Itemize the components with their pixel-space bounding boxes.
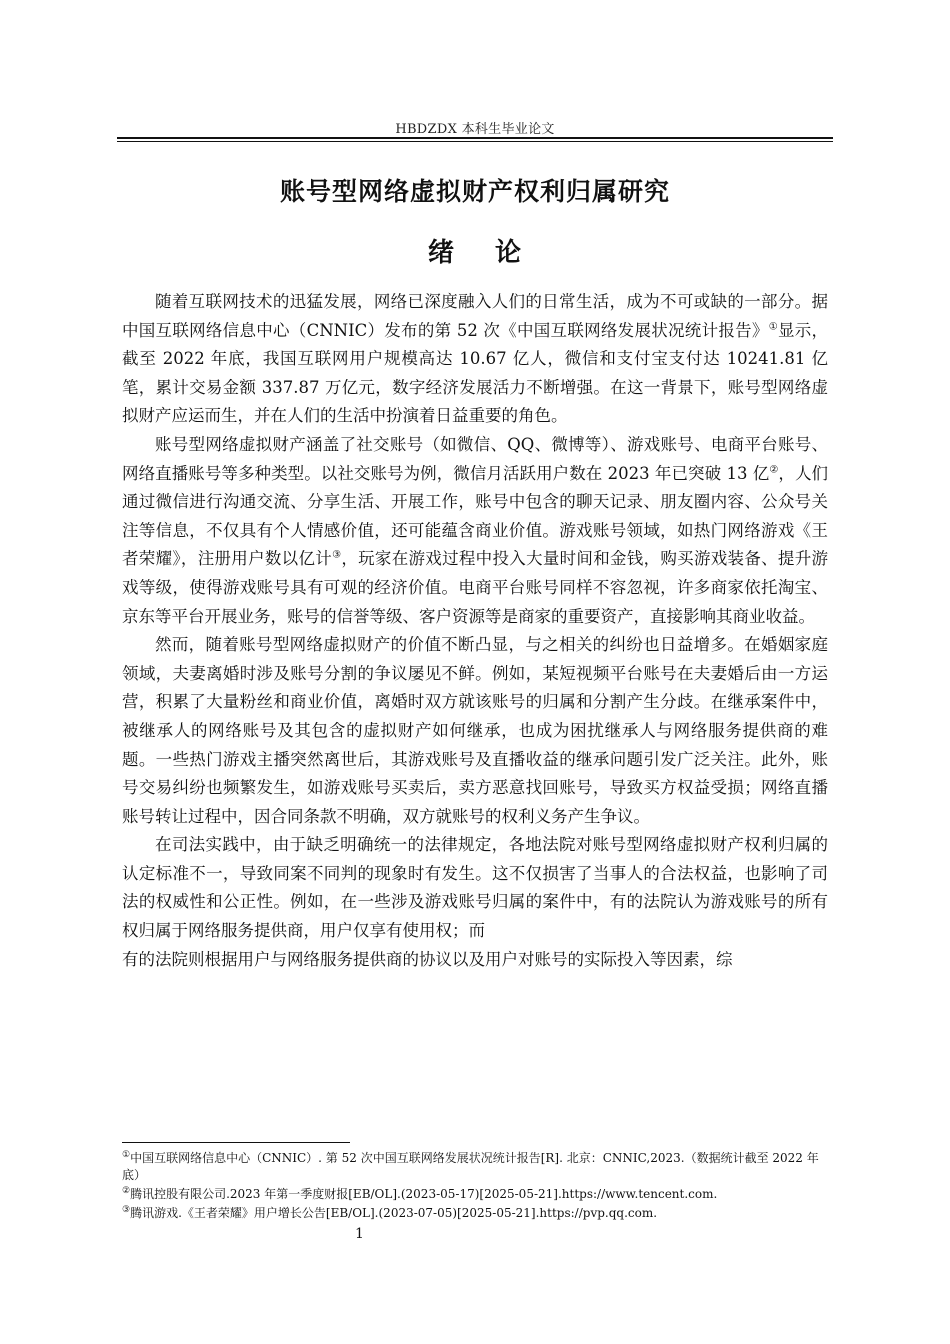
footnote-3 [122,1205,832,1222]
paragraph-1 [122,288,828,431]
paragraph-5 [122,946,828,975]
paragraph-text: 随着互联网技术的迅猛发展，网络已深度融入人们的日常生活，成为不可或缺的一部分。据中国互联网络信息中心（CNNIC）发布的第 52 次《中国互联网络发展状况统计报告》 [122,292,828,340]
footnote-text: 腾讯游戏.《王者荣耀》用户增长公告[EB/OL].(2023-07-05)[2025-05-21].https://pvp.qq.com. [130,1206,658,1220]
page-number: 1 [355,1226,364,1242]
footnote-separator [122,1142,350,1143]
footnote-1 [122,1150,832,1184]
footnote-mark: ③ [122,1205,131,1215]
running-header: HBDZDX 本科生毕业论文 [395,122,555,137]
footnote-mark: ① [122,1150,131,1160]
paragraph-text: 有的法院则根据用户与网络服务提供商的协议以及用户对账号的实际投入等因素，综 [122,949,733,969]
paragraph-text: 账号型网络虚拟财产涵盖了社交账号（如微信、QQ、微博等）、游戏账号、电商平台账号、网络直播账号等多种类型。以社交账号为例，微信月活跃用户数在 2023 年已突破 13 亿 [122,434,828,483]
footnote-ref: ③ [332,549,342,561]
footnote-text: 中国互联网络信息中心（CNNIC）. 第 52 次中国互联网络发展状况统计报告[R]. 北京：CNNIC,2023.（数据统计截至 2022 年底） [122,1151,819,1182]
footnotes [122,1150,832,1224]
section-heading: 绪 论 [427,238,523,268]
footnote-2 [122,1186,832,1203]
paragraph-3 [122,631,828,831]
paper-title: 账号型网络虚拟财产权利归属研究 [279,177,670,206]
paragraph-text: 在司法实践中，由于缺乏明确统一的法律规定，各地法院对账号型网络虚拟财产权利归属的认定标准不一，导致同案不同判的现象时有发生。这不仅损害了当事人的合法权益，也影响了司法的权威性和公正性。例如，在一些涉及游戏账号归属的案件中，有的法院认为游戏账号的所有权归属于网络服务提供商，用户仅享有使用权；而 [122,835,828,941]
footnote-text: 腾讯控股有限公司.2023 年第一季度财报[EB/OL].(2023-05-17)[2025-05-21].https://www.tencent.com. [130,1187,718,1201]
header-rule-secondary [117,141,833,142]
paragraph-text: ，人们通过微信进行沟通交流、分享生活、开展工作，账号中包含的聊天记录、朋友圈内容、公众号关注等信息，不仅具有个人情感价值，还可能蕴含商业价值。游戏账号领域，如热门网络游戏《王者荣耀》，注册用户数以亿计 [122,463,828,569]
body-text [122,288,828,974]
footnote-ref: ① [768,321,778,333]
paragraph-text: 显示，截至 2022 年底，我国互联网用户规模高达 10.67 亿人，微信和支付宝支付达 10241.81 亿笔，累计交易金额 337.87 万亿元，数字经济发展活力不断增强。在这一背景下，账号型网络虚拟财产应运而生，并在人们的生活中扮演着日益重要的角色。 [122,320,828,426]
footnote-ref: ② [769,464,779,476]
paragraph-4 [122,831,828,945]
header-rule [117,137,833,139]
footnote-mark: ② [122,1186,131,1196]
paragraph-text: ，玩家在游戏过程中投入大量时间和金钱，购买游戏装备、提升游戏等级，使得游戏账号具有可观的经济价值。电商平台账号同样不容忽视，许多商家依托淘宝、京东等平台开展业务，账号的信誉等级、客户资源等是商家的重要资产，直接影响其商业收益。 [122,549,829,626]
paragraph-2 [122,431,828,631]
paragraph-text: 然而，随着账号型网络虚拟财产的价值不断凸显，与之相关的纠纷也日益增多。在婚姻家庭领域，夫妻离婚时涉及账号分割的争议屡见不鲜。例如，某短视频平台账号在夫妻婚后由一方运营，积累了大量粉丝和商业价值，离婚时双方就该账号的归属和分割产生分歧。在继承案件中，被继承人的网络账号及其包含的虚拟财产如何继承，也成为困扰继承人与网络服务提供商的难题。一些热门游戏主播突然离世后，其游戏账号及直播收益的继承问题引发广泛关注。此外，账号交易纠纷也频繁发生，如游戏账号买卖后，卖方恶意找回账号，导致买方权益受损；网络直播账号转让过程中，因合同条款不明确，双方就账号的权利义务产生争议。 [122,635,828,826]
